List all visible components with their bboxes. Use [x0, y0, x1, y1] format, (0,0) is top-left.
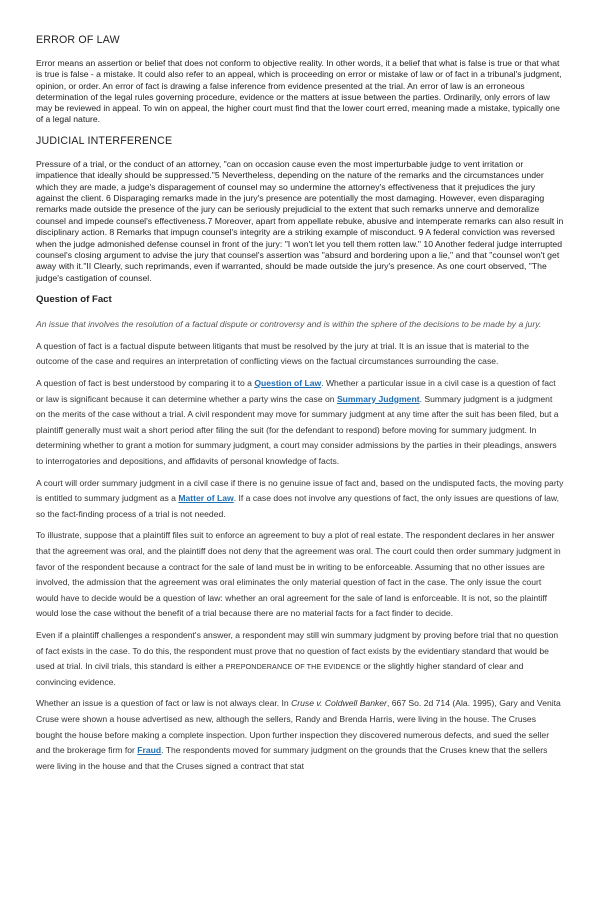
paragraph-qof-5-text-a: Even if a plaintiff challenges a respondent's answer, a respondent may still win summary judgment by proving before trial that no question of fact exists in the case. To do this, the respondent must prove that no question of fact exists by the evidentiary standard that would be used at trial. In civil trials, this standard is either a	[36, 629, 559, 672]
paragraph-qof-5	[36, 628, 564, 690]
paragraph-qof-3	[36, 476, 564, 523]
link-question-of-law[interactable]: Question of Law	[254, 378, 322, 389]
paragraph-qof-3-text-a: A court will order summary judgment in a civil case if there is no genuine issue of fact and, based on the undisputed facts, the moving party is entitled to summary judgment as a	[36, 477, 564, 504]
paragraph-qof-6-text-b: , 667 So. 2d 714 (Ala. 1995), Gary and Venita Cruse were shown a house advertised as new, although the sellers, Randy and Brenda Harris, were living in the house. The Cruses bought the house before making a complete inspection. Upon further inspection they discovered numerous defects, and sued the seller and the brokerage firm for	[36, 698, 561, 756]
paragraph-qof-1: A question of fact is a factual dispute between litigants that must be resolved by the jury at trial. It is an issue that is material to the outcome of the case and requires an interpretation of conflicting views on the factual circumstances surrounding the case.	[36, 340, 529, 367]
paragraph-qof-4: To illustrate, suppose that a plaintiff files suit to enforce an agreement to buy a plot of real estate. The respondent declares in her answer that the agreement was oral, and the plaintiff does not deny that the agreement was oral. The court could then order summary judgment in favor of the respondent because a contract for the sale of land must be in writing to be enforceable. Assuming that no other issues are involved, the admission that the agreement was oral eliminates the only material question of fact in the case. The only issue the court would have to decide would be a question of law: whether an oral agreement for the sale of land is enforceable. It is not, so the plaintiff would lose the case without the benefit of a trial because there are no material facts for a fact finder to decide.	[36, 530, 561, 619]
section-heading-judicial-interference: JUDICIAL INTERFERENCE	[36, 134, 173, 147]
section-heading-error-of-law: ERROR OF LAW	[36, 34, 120, 46]
term-preponderance-of-evidence: PREPONDERANCE OF THE EVIDENCE	[225, 662, 361, 672]
paragraph-qof-2	[36, 376, 564, 470]
paragraph-qof-2-text-a: A question of fact is best understood by comparing it to a	[36, 378, 255, 389]
case-citation: Cruse v. Coldwell Banker	[291, 698, 387, 709]
link-summary-judgment[interactable]: Summary Judgment	[336, 393, 420, 404]
paragraph-qof-6-text-a: Whether an issue is a question of fact or law is not always clear. In	[36, 698, 292, 709]
paragraph-error-of-law: Error means an assertion or belief that does not conform to objective reality. In other words, it a belief that what is false is true or that what is true is false - a mistake. It could also refer to an appeal, which is proceeding on error or mistake of law or of fact in a tribunal's judgment, opinion, or order. An error of fact is drawing a false inference from evidence presented at the trial. An error of law is an erroneous determination of the legal rules governing procedure, evidence or the matters at issue between the parties. Ordinarily, only errors of law may be reviewed in appeal. To win on appeal, the higher court must find that the lower court erred, meaning made a mistake, typically one of a legal nature.	[36, 58, 562, 125]
paragraph-qof-3-text-b: . If a case does not involve any questions of fact, the only issues are questions of law, so the fact-finding process of a trial is not needed.	[36, 493, 560, 519]
paragraph-qof-2-text-c: . Summary judgment is a judgment on the merits of the case without a trial. A civil respondent may move for summary judgment at any time after the suit has been filed, but a plaintiff generally must wait a short period after filing the suit (for the defendant to respond) before moving for summary judgment. In determining whether to grant a motion for summary judgment, a court may consider admissions by the parties in their pleadings, answers to interrogatories and depositions, and affidavits of personal knowledge of facts.	[36, 393, 559, 466]
definition-question-of-fact: An issue that involves the resolution of a factual dispute or controversy and is within the sphere of the decisions to be made by a jury.	[36, 319, 542, 330]
link-fraud[interactable]: Fraud	[137, 745, 162, 756]
paragraph-qof-2-text-b: . Whether a particular issue in a civil case is a question of fact or law is significant because it can determine whether a party wins the case on	[36, 378, 556, 404]
section-heading-question-of-fact: Question of Fact	[36, 294, 112, 306]
paragraph-judicial-interference: Pressure of a trial, or the conduct of an attorney, "can on occasion cause even the most imperturbable judge to vent irritation or impatience that ideally should be suppressed."5 Nevertheless, depending on the nature of the remarks and the circumstances under which they are made, a judge's disparagement of counsel may so undermine the attorney's effectiveness that it prejudices the jury against the client. 6 Disparaging remarks made in the jury's presence are potentially the most damaging. However, even disparaging remarks made outside the presence of the jury can be seriously prejudicial to the extent that such remarks unnerve and demoralize counsel and impede counsel's effectiveness.7 Moreover, apart from appellate rebuke, abusive and intemperate remarks can also result in disciplinary action. 8 Remarks that impugn counsel's integrity are a striking example of misconduct. 9 A federal conviction was reversed when the judge admonished defense counsel in front of the jury: "I won't let you tell them rotten law." 10 Another federal judge interrupted counsel's closing argument to advise the jury that counsel's assertion was "absurd and bordering upon a lie," and that "counsel won't get away with it."II Clearly, such reprimands, even if warranted, should be made outside the jury's presence. As one court observed, "The judge's castigation of counsel.	[36, 158, 564, 283]
paragraph-qof-6	[36, 696, 564, 774]
paragraph-qof-6-text-c: . The respondents moved for summary judgment on the grounds that the Cruses knew that the sellers were living in the house and that the Cruses signed a contract that stat	[36, 745, 548, 771]
paragraph-qof-5-text-b: or the slightly higher standard of clear and convincing evidence.	[36, 661, 524, 687]
link-matter-of-law[interactable]: Matter of Law	[178, 493, 234, 504]
